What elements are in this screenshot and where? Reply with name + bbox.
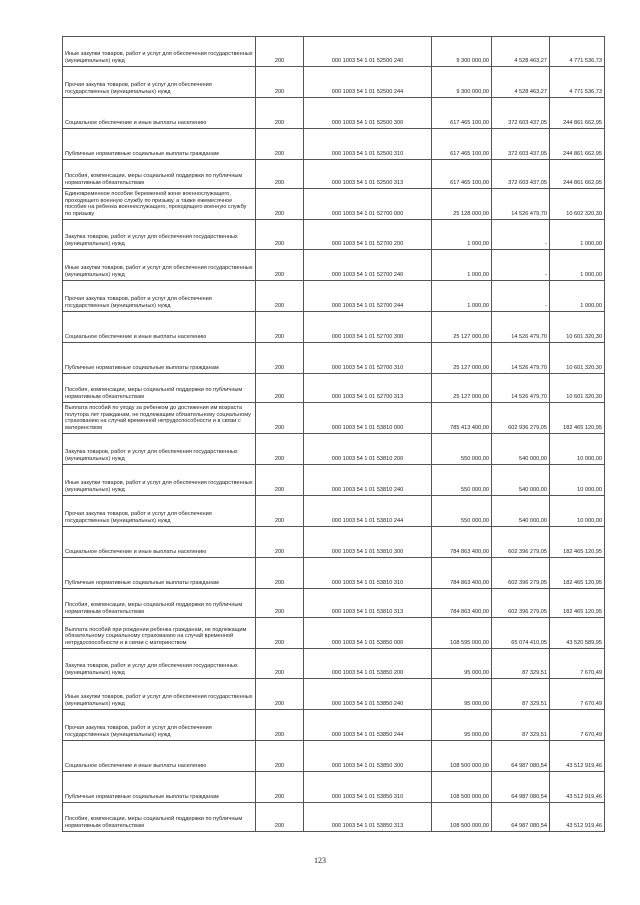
table-row <box>63 281 605 312</box>
executed-amount-cell: - <box>492 250 550 281</box>
executed-amount-cell: 65 074 410,05 <box>492 618 550 649</box>
executed-amount-cell: 64 987 080,54 <box>492 741 550 772</box>
unexecuted-amount-cell: 43 520 589,95 <box>550 618 605 649</box>
executed-amount-cell: 64 987 080,54 <box>492 803 550 832</box>
row-name-cell: Публичные нормативные социальные выплаты гражданам <box>63 343 256 374</box>
row-code-cell: 200 <box>256 129 304 160</box>
row-code-cell: 200 <box>256 189 304 220</box>
row-name-cell: Закупка товаров, работ и услуг для обеспечения государственных (муниципальных) нужд <box>63 434 256 465</box>
budget-classification-cell: 000 1003 54 1 01 53850 200 <box>304 649 432 679</box>
row-name-cell: Выплата пособий при рождении ребенка гражданам, не подлежащим обязательному социальному страхованию на случай временной нетрудоспособности и в связи с материнством <box>63 618 256 649</box>
table-row <box>63 37 605 67</box>
executed-amount-cell: 14 526 479,70 <box>492 374 550 403</box>
unexecuted-amount-cell: 10 601 320,30 <box>550 312 605 343</box>
executed-amount-cell: 602 396 279,05 <box>492 527 550 558</box>
executed-amount-cell: 372 603 437,05 <box>492 129 550 160</box>
budget-classification-cell: 000 1003 54 1 01 52500 300 <box>304 98 432 129</box>
executed-amount-cell: 372 603 437,05 <box>492 160 550 189</box>
budget-classification-cell: 000 1003 54 1 01 53850 310 <box>304 772 432 803</box>
unexecuted-amount-cell: 244 861 662,95 <box>550 98 605 129</box>
row-name-cell: Выплата пособий по уходу за ребенком до достижения им возраста полутора лет гражданам, не подлежащим обязательному социальному страхованию на случай временной нетрудоспособности и в связи с материнством <box>63 403 256 434</box>
row-name-cell: Социальное обеспечение и иные выплаты населению <box>63 741 256 772</box>
table-row <box>63 67 605 98</box>
unexecuted-amount-cell: 182 465 120,95 <box>550 558 605 589</box>
row-code-cell: 200 <box>256 710 304 741</box>
unexecuted-amount-cell: 1 000,00 <box>550 220 605 250</box>
table-row <box>63 589 605 618</box>
executed-amount-cell: 87 329,51 <box>492 649 550 679</box>
unexecuted-amount-cell: 43 512 919,46 <box>550 741 605 772</box>
budget-classification-cell: 000 1003 54 1 01 52700 240 <box>304 250 432 281</box>
budget-classification-cell: 000 1003 54 1 01 52500 244 <box>304 67 432 98</box>
row-name-cell: Единовременное пособие беременной жене военнослужащего, проходящего военную службу по призыву, а также ежемесячное пособие на ребенка военнослужащего, проходящего военную службу по призыву <box>63 189 256 220</box>
row-code-cell: 200 <box>256 496 304 527</box>
approved-amount-cell: 108 500 000,00 <box>432 803 492 832</box>
approved-amount-cell: 784 863 400,00 <box>432 558 492 589</box>
row-name-cell: Прочая закупка товаров, работ и услуг для обеспечения государственных (муниципальных) нужд <box>63 496 256 527</box>
approved-amount-cell: 9 300 000,00 <box>432 37 492 67</box>
row-name-cell: Иные закупки товаров, работ и услуг для обеспечения государственных (муниципальных) нужд <box>63 679 256 710</box>
unexecuted-amount-cell: 7 670,49 <box>550 649 605 679</box>
row-code-cell: 200 <box>256 281 304 312</box>
table-row <box>63 465 605 496</box>
executed-amount-cell: 602 396 279,05 <box>492 558 550 589</box>
executed-amount-cell: 602 396 279,05 <box>492 589 550 618</box>
row-code-cell: 200 <box>256 37 304 67</box>
row-name-cell: Прочая закупка товаров, работ и услуг для обеспечения государственных (муниципальных) нужд <box>63 710 256 741</box>
approved-amount-cell: 784 863 400,00 <box>432 589 492 618</box>
unexecuted-amount-cell: 244 861 662,95 <box>550 129 605 160</box>
budget-classification-cell: 000 1003 54 1 01 53850 300 <box>304 741 432 772</box>
approved-amount-cell: 95 000,00 <box>432 679 492 710</box>
row-code-cell: 200 <box>256 618 304 649</box>
table-row <box>63 772 605 803</box>
row-name-cell: Публичные нормативные социальные выплаты гражданам <box>63 129 256 160</box>
approved-amount-cell: 785 413 400,00 <box>432 403 492 434</box>
table-row <box>63 250 605 281</box>
approved-amount-cell: 617 465 100,00 <box>432 160 492 189</box>
unexecuted-amount-cell: 10 601 320,30 <box>550 343 605 374</box>
budget-classification-cell: 000 1003 54 1 01 52700 310 <box>304 343 432 374</box>
approved-amount-cell: 108 500 000,00 <box>432 772 492 803</box>
row-name-cell: Закупка товаров, работ и услуг для обеспечения государственных (муниципальных) нужд <box>63 220 256 250</box>
budget-classification-cell: 000 1003 54 1 01 53810 240 <box>304 465 432 496</box>
approved-amount-cell: 25 128 000,00 <box>432 189 492 220</box>
table-row <box>63 343 605 374</box>
row-code-cell: 200 <box>256 343 304 374</box>
unexecuted-amount-cell: 10 000,00 <box>550 434 605 465</box>
approved-amount-cell: 1 000,00 <box>432 220 492 250</box>
row-name-cell: Публичные нормативные социальные выплаты гражданам <box>63 772 256 803</box>
approved-amount-cell: 108 595 000,00 <box>432 618 492 649</box>
budget-classification-cell: 000 1003 54 1 01 53850 313 <box>304 803 432 832</box>
approved-amount-cell: 1 000,00 <box>432 281 492 312</box>
executed-amount-cell: 87 329,51 <box>492 679 550 710</box>
executed-amount-cell: 4 528 463,27 <box>492 37 550 67</box>
row-code-cell: 200 <box>256 772 304 803</box>
row-code-cell: 200 <box>256 403 304 434</box>
table-row <box>63 649 605 679</box>
row-name-cell: Иные закупки товаров, работ и услуг для обеспечения государственных (муниципальных) нужд <box>63 465 256 496</box>
budget-classification-cell: 000 1003 54 1 01 53850 244 <box>304 710 432 741</box>
approved-amount-cell: 550 000,00 <box>432 496 492 527</box>
row-code-cell: 200 <box>256 558 304 589</box>
budget-classification-cell: 000 1003 54 1 01 53810 200 <box>304 434 432 465</box>
table-row <box>63 189 605 220</box>
row-code-cell: 200 <box>256 312 304 343</box>
row-name-cell: Социальное обеспечение и иные выплаты населению <box>63 312 256 343</box>
unexecuted-amount-cell: 182 465 120,95 <box>550 403 605 434</box>
executed-amount-cell: 14 526 479,70 <box>492 312 550 343</box>
row-name-cell: Иные закупки товаров, работ и услуг для обеспечения государственных (муниципальных) нужд <box>63 250 256 281</box>
approved-amount-cell: 617 465 100,00 <box>432 129 492 160</box>
table-row <box>63 618 605 649</box>
budget-classification-cell: 000 1003 54 1 01 52700 000 <box>304 189 432 220</box>
row-code-cell: 200 <box>256 465 304 496</box>
table-row <box>63 527 605 558</box>
unexecuted-amount-cell: 10 602 320,30 <box>550 189 605 220</box>
budget-execution-table-section <box>62 36 604 832</box>
budget-classification-cell: 000 1003 54 1 01 53810 000 <box>304 403 432 434</box>
unexecuted-amount-cell: 244 861 662,95 <box>550 160 605 189</box>
table-row <box>63 129 605 160</box>
budget-classification-cell: 000 1003 54 1 01 52500 313 <box>304 160 432 189</box>
row-code-cell: 200 <box>256 589 304 618</box>
budget-classification-cell: 000 1003 54 1 01 53850 000 <box>304 618 432 649</box>
budget-classification-cell: 000 1003 54 1 01 52700 313 <box>304 374 432 403</box>
table-row <box>63 679 605 710</box>
approved-amount-cell: 108 500 000,00 <box>432 741 492 772</box>
executed-amount-cell: 87 329,51 <box>492 710 550 741</box>
page-number: 123 <box>314 856 326 865</box>
row-name-cell: Иные закупки товаров, работ и услуг для обеспечения государственных (муниципальных) нужд <box>63 37 256 67</box>
approved-amount-cell: 1 000,00 <box>432 250 492 281</box>
budget-classification-cell: 000 1003 54 1 01 52500 310 <box>304 129 432 160</box>
row-code-cell: 200 <box>256 67 304 98</box>
table-row <box>63 434 605 465</box>
approved-amount-cell: 25 127 000,00 <box>432 312 492 343</box>
row-code-cell: 200 <box>256 679 304 710</box>
executed-amount-cell: 540 000,00 <box>492 465 550 496</box>
budget-classification-cell: 000 1003 54 1 01 53810 300 <box>304 527 432 558</box>
table-row <box>63 98 605 129</box>
budget-classification-cell: 000 1003 54 1 01 53810 310 <box>304 558 432 589</box>
executed-amount-cell: 4 528 463,27 <box>492 67 550 98</box>
table-row <box>63 374 605 403</box>
executed-amount-cell: 14 526 479,70 <box>492 189 550 220</box>
budget-classification-cell: 000 1003 54 1 01 53850 240 <box>304 679 432 710</box>
unexecuted-amount-cell: 10 000,00 <box>550 496 605 527</box>
row-code-cell: 200 <box>256 160 304 189</box>
row-name-cell: Пособия, компенсации, меры социальной поддержки по публичным нормативным обязательствам <box>63 589 256 618</box>
row-name-cell: Пособия, компенсации, меры социальной поддержки по публичным нормативным обязательствам <box>63 374 256 403</box>
unexecuted-amount-cell: 7 670,49 <box>550 679 605 710</box>
row-code-cell: 200 <box>256 741 304 772</box>
approved-amount-cell: 550 000,00 <box>432 465 492 496</box>
budget-classification-cell: 000 1003 54 1 01 52700 200 <box>304 220 432 250</box>
table-row <box>63 312 605 343</box>
approved-amount-cell: 25 127 000,00 <box>432 343 492 374</box>
table-row <box>63 741 605 772</box>
table-body <box>63 37 605 832</box>
unexecuted-amount-cell: 1 000,00 <box>550 250 605 281</box>
row-code-cell: 200 <box>256 374 304 403</box>
row-name-cell: Пособия, компенсации, меры социальной поддержки по публичным нормативным обязательствам <box>63 803 256 832</box>
table-row <box>63 403 605 434</box>
row-name-cell: Социальное обеспечение и иные выплаты населению <box>63 98 256 129</box>
row-name-cell: Прочая закупка товаров, работ и услуг для обеспечения государственных (муниципальных) нужд <box>63 67 256 98</box>
approved-amount-cell: 95 000,00 <box>432 710 492 741</box>
unexecuted-amount-cell: 182 465 120,95 <box>550 589 605 618</box>
unexecuted-amount-cell: 10 601 320,30 <box>550 374 605 403</box>
executed-amount-cell: 64 987 080,54 <box>492 772 550 803</box>
row-code-cell: 200 <box>256 803 304 832</box>
budget-classification-cell: 000 1003 54 1 01 53810 244 <box>304 496 432 527</box>
row-name-cell: Закупка товаров, работ и услуг для обеспечения государственных (муниципальных) нужд <box>63 649 256 679</box>
budget-classification-cell: 000 1003 54 1 01 52700 244 <box>304 281 432 312</box>
unexecuted-amount-cell: 7 670,49 <box>550 710 605 741</box>
budget-execution-table <box>62 36 605 832</box>
budget-classification-cell: 000 1003 54 1 01 52700 300 <box>304 312 432 343</box>
table-row <box>63 710 605 741</box>
executed-amount-cell: - <box>492 281 550 312</box>
table-row <box>63 496 605 527</box>
unexecuted-amount-cell: 43 512 919,46 <box>550 803 605 832</box>
row-name-cell: Прочая закупка товаров, работ и услуг для обеспечения государственных (муниципальных) нужд <box>63 281 256 312</box>
approved-amount-cell: 784 863 400,00 <box>432 527 492 558</box>
approved-amount-cell: 9 300 000,00 <box>432 67 492 98</box>
approved-amount-cell: 617 465 100,00 <box>432 98 492 129</box>
row-name-cell: Пособия, компенсации, меры социальной поддержки по публичным нормативным обязательствам <box>63 160 256 189</box>
approved-amount-cell: 550 000,00 <box>432 434 492 465</box>
executed-amount-cell: 14 526 479,70 <box>492 343 550 374</box>
row-code-cell: 200 <box>256 250 304 281</box>
executed-amount-cell: 540 000,00 <box>492 434 550 465</box>
row-code-cell: 200 <box>256 98 304 129</box>
unexecuted-amount-cell: 4 771 536,73 <box>550 67 605 98</box>
unexecuted-amount-cell: 1 000,00 <box>550 281 605 312</box>
unexecuted-amount-cell: 43 512 919,46 <box>550 772 605 803</box>
executed-amount-cell: 540 000,00 <box>492 496 550 527</box>
row-code-cell: 200 <box>256 649 304 679</box>
row-code-cell: 200 <box>256 527 304 558</box>
unexecuted-amount-cell: 4 771 536,73 <box>550 37 605 67</box>
approved-amount-cell: 95 000,00 <box>432 649 492 679</box>
executed-amount-cell: - <box>492 220 550 250</box>
unexecuted-amount-cell: 10 000,00 <box>550 465 605 496</box>
unexecuted-amount-cell: 182 465 120,95 <box>550 527 605 558</box>
budget-classification-cell: 000 1003 54 1 01 52500 240 <box>304 37 432 67</box>
executed-amount-cell: 602 936 279,05 <box>492 403 550 434</box>
table-row <box>63 558 605 589</box>
row-code-cell: 200 <box>256 434 304 465</box>
table-row <box>63 220 605 250</box>
executed-amount-cell: 372 603 437,05 <box>492 98 550 129</box>
row-name-cell: Социальное обеспечение и иные выплаты населению <box>63 527 256 558</box>
table-row <box>63 803 605 832</box>
row-code-cell: 200 <box>256 220 304 250</box>
row-name-cell: Публичные нормативные социальные выплаты гражданам <box>63 558 256 589</box>
table-row <box>63 160 605 189</box>
approved-amount-cell: 25 127 000,00 <box>432 374 492 403</box>
budget-classification-cell: 000 1003 54 1 01 53810 313 <box>304 589 432 618</box>
